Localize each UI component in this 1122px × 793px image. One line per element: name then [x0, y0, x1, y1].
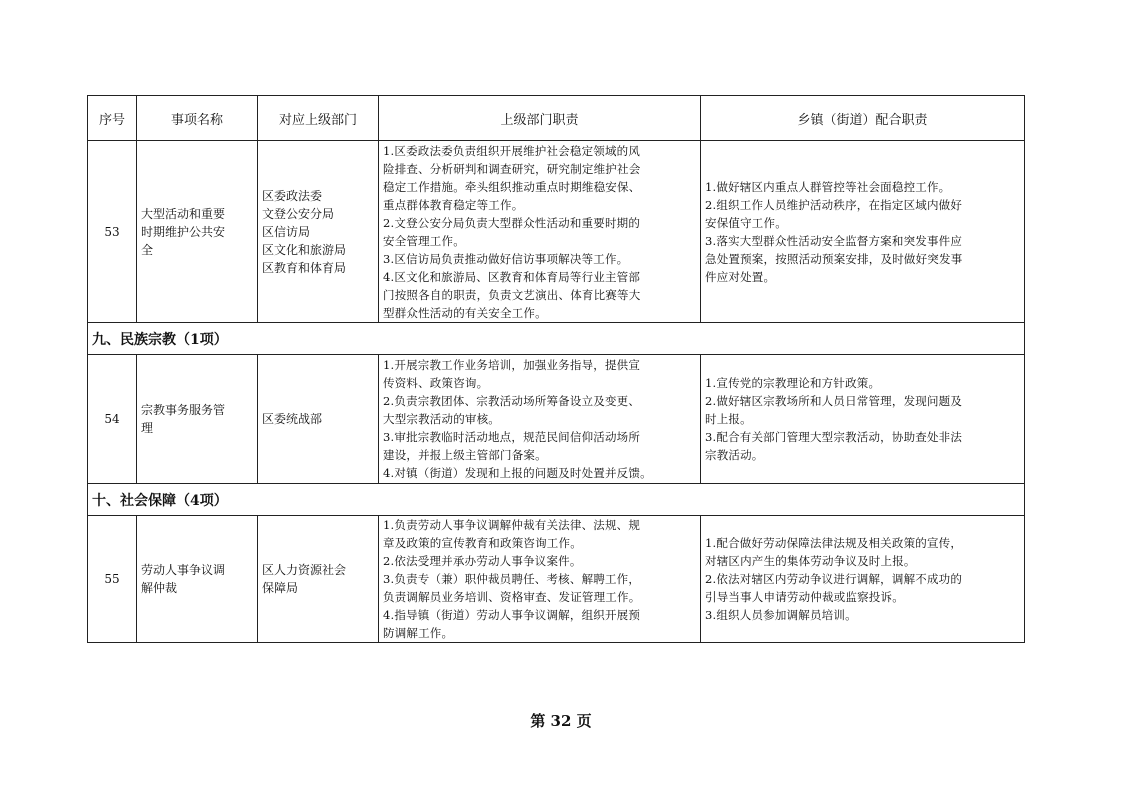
header-cell: 乡镇（街道）配合职责	[701, 96, 1025, 141]
duty-line: 1.区委政法委负责组织开展维护社会稳定领域的风	[383, 143, 641, 158]
table-row	[88, 141, 1025, 323]
duty-line: 型群众性活动的有关安全工作。	[383, 305, 547, 320]
item-name	[137, 516, 258, 643]
duty-line: 2.依法受理并承办劳动人事争议案件。	[383, 554, 582, 568]
responsibility-table	[87, 95, 1025, 643]
section-row	[88, 484, 1025, 516]
header-cell: 上级部门职责	[379, 96, 701, 141]
item-name-line: 宗教事务服务管	[141, 403, 226, 417]
item-name	[137, 355, 258, 484]
duty-line: 门按照各自的职责，负责文艺演出、体育比赛等大	[383, 287, 641, 302]
table-header-row	[88, 96, 1025, 141]
duty-line: 时上报。	[705, 412, 752, 426]
town-duties	[701, 141, 1025, 323]
item-name-line: 解仲裁	[141, 581, 178, 595]
duty-line: 稳定工作措施。牵头组织推动重点时期维稳安保、	[383, 179, 641, 194]
duty-line: 1.做好辖区内重点人群管控等社会面稳控工作。	[705, 179, 951, 194]
section-title: 九、民族宗教（1项）	[88, 323, 1025, 355]
item-name-line: 理	[141, 421, 154, 435]
item-name-line: 全	[141, 242, 154, 257]
duty-line: 1.配合做好劳动保障法律法规及相关政策的宣传，	[705, 536, 963, 550]
duty-line: 3.审批宗教临时活动地点，规范民间信仰活动场所	[383, 430, 641, 444]
duty-line: 2.依法对辖区内劳动争议进行调解，调解不成功的	[705, 572, 963, 586]
duty-line: 4.指导镇（街道）劳动人事争议调解，组织开展预	[383, 608, 641, 622]
department-line: 区信访局	[262, 224, 311, 239]
duty-line: 2.文登公安分局负责大型群众性活动和重要时期的	[383, 215, 641, 230]
duty-line: 件应对处置。	[705, 269, 776, 284]
duty-line: 1.负责劳动人事争议调解仲裁有关法律、法规、规	[383, 518, 641, 532]
duty-line: 引导当事人申请劳动仲裁或监察投诉。	[705, 590, 904, 604]
upper-duties	[379, 141, 701, 323]
item-name	[137, 141, 258, 323]
duty-line: 负责调解员业务培训、资格审查、发证管理工作。	[383, 590, 641, 604]
duty-line: 急处置预案，按照活动预案安排，及时做好突发事	[705, 251, 963, 266]
header-cell: 序号	[88, 96, 137, 141]
duty-line: 3.配合有关部门管理大型宗教活动，协助查处非法	[705, 430, 963, 444]
duty-line: 3.负责专（兼）职仲裁员聘任、考核、解聘工作，	[383, 572, 641, 586]
header-cell: 对应上级部门	[258, 96, 379, 141]
department-line: 区委统战部	[262, 412, 323, 426]
duty-line: 3.区信访局负责推动做好信访事项解决等工作。	[383, 251, 629, 266]
item-name-line: 大型活动和重要	[141, 206, 226, 221]
item-department	[258, 355, 379, 484]
item-number: 53	[88, 141, 137, 323]
upper-duties	[379, 355, 701, 484]
item-name-line: 劳动人事争议调	[141, 563, 226, 577]
department-line: 文登公安分局	[262, 206, 335, 221]
department-line: 区教育和体育局	[262, 260, 347, 275]
department-line: 区文化和旅游局	[262, 242, 347, 257]
duty-line: 3.落实大型群众性活动安全监督方案和突发事件应	[705, 233, 963, 248]
table-row	[88, 516, 1025, 643]
item-department	[258, 141, 379, 323]
duty-line: 传资料、政策咨询。	[383, 376, 489, 390]
item-name-line: 时期维护公共安	[141, 224, 226, 239]
table-row	[88, 355, 1025, 484]
duty-line: 险排查、分析研判和调查研究，研究制定维护社会	[383, 161, 641, 176]
duty-line: 4.对镇（街道）发现和上报的问题及时处置并反馈。	[383, 466, 652, 480]
duty-line: 防调解工作。	[383, 626, 454, 640]
header-cell: 事项名称	[137, 96, 258, 141]
page-number: 第 32 页	[530, 712, 592, 730]
town-duties	[701, 355, 1025, 484]
duty-line: 2.做好辖区宗教场所和人员日常管理，发现问题及	[705, 394, 963, 408]
town-duties	[701, 516, 1025, 643]
duty-line: 安保值守工作。	[705, 215, 787, 230]
duty-line: 3.组织人员参加调解员培训。	[705, 608, 857, 622]
duty-line: 宗教活动。	[705, 448, 764, 462]
department-line: 区委政法委	[262, 188, 323, 203]
duty-line: 建设，并报上级主管部门备案。	[383, 448, 547, 462]
duty-line: 章及政策的宣传教育和政策咨询工作。	[383, 536, 582, 550]
duty-line: 重点群体教育稳定等工作。	[383, 197, 524, 212]
duty-line: 1.开展宗教工作业务培训，加强业务指导，提供宣	[383, 358, 641, 372]
duty-line: 2.负责宗教团体、宗教活动场所筹备设立及变更、	[383, 394, 641, 408]
duty-line: 大型宗教活动的审核。	[383, 412, 500, 426]
item-number: 54	[88, 355, 137, 484]
duty-line: 对辖区内产生的集体劳动争议及时上报。	[705, 554, 916, 568]
section-row	[88, 323, 1025, 355]
duty-line: 2.组织工作人员维护活动秩序，在指定区域内做好	[705, 197, 963, 212]
item-number: 55	[88, 516, 137, 643]
upper-duties	[379, 516, 701, 643]
department-line: 保障局	[262, 581, 299, 595]
duty-line: 4.区文化和旅游局、区教育和体育局等行业主管部	[383, 269, 641, 284]
department-line: 区人力资源社会	[262, 563, 347, 577]
duty-line: 1.宣传党的宗教理论和方针政策。	[705, 376, 881, 390]
section-title: 十、社会保障（4项）	[88, 484, 1025, 516]
duty-line: 安全管理工作。	[383, 233, 465, 248]
item-department	[258, 516, 379, 643]
